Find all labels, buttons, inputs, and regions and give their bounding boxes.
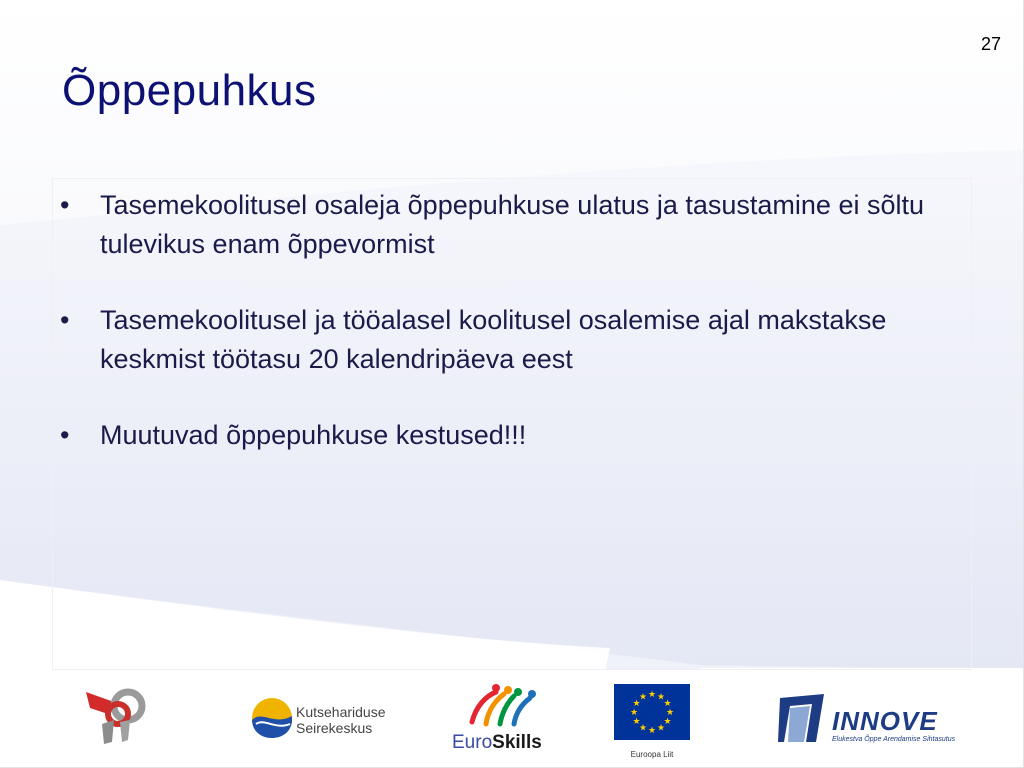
svg-text:★: ★ <box>663 717 672 727</box>
bullet-text: Tasemekoolitusel ja tööalasel koolitusel osalemise ajal makstakse keskmist töötasu 20 kalendripäeva eest <box>100 305 887 374</box>
bullet-item <box>58 186 948 264</box>
euroskills-logo <box>452 682 552 756</box>
svg-text:★: ★ <box>647 690 657 700</box>
slide-number: 27 <box>980 34 1001 54</box>
bullet-item <box>58 416 948 455</box>
kutseharidus-line2: Seirekeskus <box>296 720 373 736</box>
svg-text:★: ★ <box>638 723 648 734</box>
kutseharidus-line1: Kutsehariduse <box>296 704 386 720</box>
eu-caption: Euroopa Liit <box>630 750 674 759</box>
bullet-marker: • <box>60 305 70 335</box>
keys-logo <box>84 684 156 748</box>
euroskills-euro: Euro <box>452 732 493 753</box>
bullet-marker: • <box>60 420 70 450</box>
slide-title: Õppepuhkus <box>62 66 317 115</box>
bullet-item <box>58 301 948 379</box>
innove-name: INNOVE <box>832 706 938 736</box>
bullet-text: Tasemekoolitusel osaleja õppepuhkuse ulatus ja tasustamine ei sõltu tulevikus enam õppevormist <box>100 190 925 259</box>
euroskills-skills: Skills <box>492 732 542 753</box>
innove-logo <box>776 692 986 748</box>
innove-subtitle: Elukestva Õppe Arendamise Sihtasutus <box>832 736 956 743</box>
svg-text:★: ★ <box>663 699 672 709</box>
bullet-list <box>58 186 948 492</box>
euroskills-wordmark <box>452 732 542 754</box>
half-sun-icon <box>250 696 294 740</box>
svg-text:★: ★ <box>656 723 666 734</box>
bullet-text: Muutuvad õppepuhkuse kestused!!! <box>100 420 527 450</box>
eu-logo <box>614 684 690 764</box>
kutseharidus-logo <box>250 694 410 744</box>
kutseharidus-name <box>296 704 386 736</box>
eu-flag-icon <box>614 684 690 740</box>
svg-text:★: ★ <box>647 726 657 736</box>
svg-text:★: ★ <box>632 699 641 709</box>
bullet-marker: • <box>60 190 70 220</box>
svg-text:★: ★ <box>665 708 675 718</box>
keys-icon <box>84 684 156 748</box>
euroskills-figures-icon <box>452 682 552 730</box>
svg-text:★: ★ <box>629 708 639 718</box>
svg-text:★: ★ <box>632 717 641 727</box>
innove-emblem-icon <box>776 692 828 744</box>
svg-text:★: ★ <box>638 692 648 703</box>
logo-bar <box>0 670 1024 768</box>
svg-text:★: ★ <box>656 692 666 703</box>
